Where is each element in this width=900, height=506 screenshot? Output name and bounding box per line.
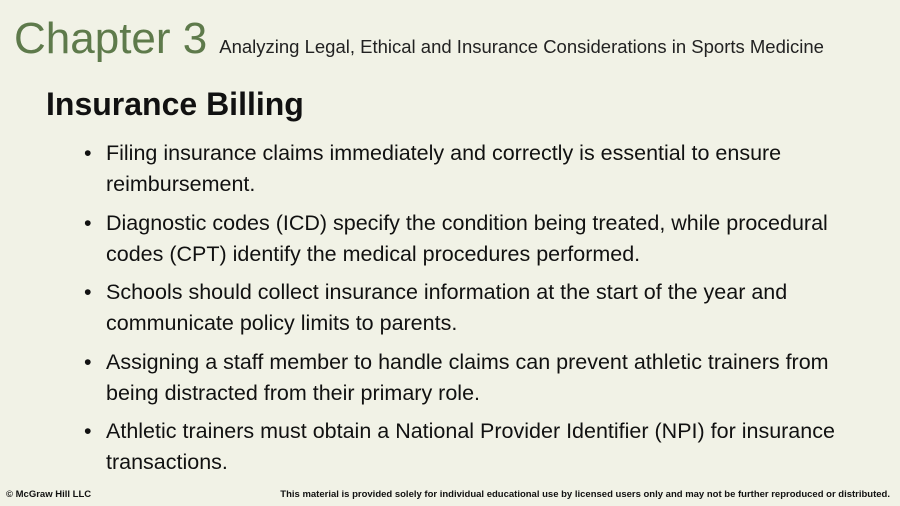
bullet-dot: • [84,280,92,304]
bullet-text: Schools should collect insurance information at the start of the year and communicate policy limits to parents. [106,280,788,335]
bullet-list [80,138,880,486]
usage-notice: This material is provided solely for individual educational use by licensed users only and may not be further reproduced or distributed. [280,489,890,500]
bullet-item [80,416,880,478]
copyright-notice: © McGraw Hill LLC [6,489,92,500]
bullet-text: Athletic trainers must obtain a National Provider Identifier (NPI) for insurance transactions. [106,419,835,474]
bullet-dot: • [84,210,92,235]
bullet-item [80,277,880,339]
bullet-dot: • [84,349,92,374]
chapter-subtitle: Analyzing Legal, Ethical and Insurance Considerations in Sports Medicine [219,36,824,57]
bullet-dot: • [84,141,92,165]
slide-title: Insurance Billing [46,86,304,122]
bullet-text: Diagnostic codes (ICD) specify the condition being treated, while procedural codes (CPT) identify the medical procedures performed. [106,210,828,266]
bullet-item [80,138,880,200]
bullet-item [80,208,880,270]
bullet-dot: • [84,419,92,443]
bullet-text: Assigning a staff member to handle claims can prevent athletic trainers from being distracted from their primary role. [106,349,829,405]
bullet-item [80,347,880,409]
bullet-text: Filing insurance claims immediately and correctly is essential to ensure reimbursement. [106,141,782,196]
chapter-label: Chapter 3 [14,14,208,63]
slide-header [14,14,824,64]
